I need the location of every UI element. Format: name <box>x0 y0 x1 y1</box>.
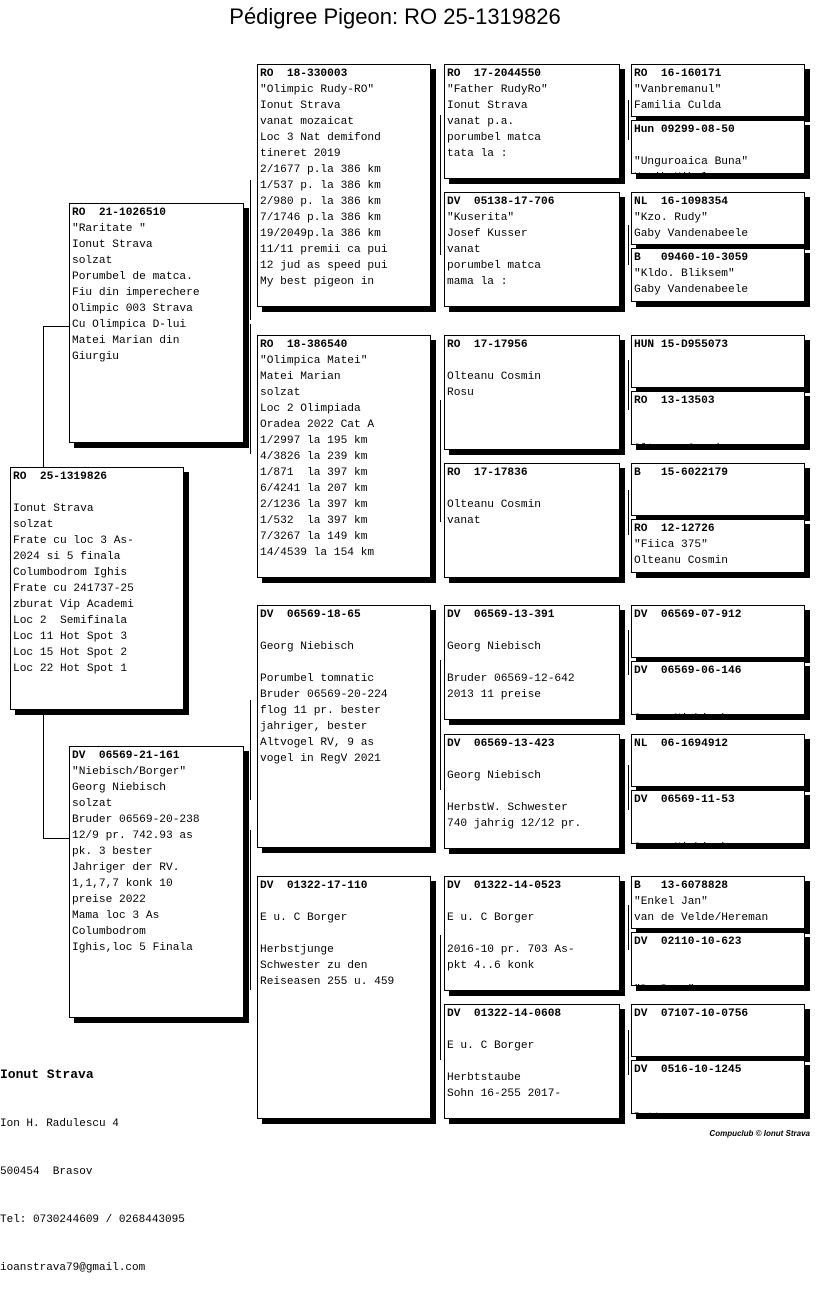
pedigree-line: Columbodrom <box>72 926 146 938</box>
connector <box>43 710 44 838</box>
pedigree-line: 14/4539 la 154 km <box>260 547 375 559</box>
connector <box>440 660 441 790</box>
pedigree-line <box>447 894 619 910</box>
pedigree-line: Olteanu Cosmin <box>447 499 541 511</box>
breeder-address: Ion H. Radulescu 4 <box>0 1118 119 1130</box>
ring-number: HUN 15-D955073 <box>634 339 728 351</box>
pedigree-line: Sohn 16-255 2017- <box>447 1088 562 1100</box>
pedigree-line: solzat <box>72 255 113 267</box>
ring-number: DV 0516-10-1245 <box>634 1064 742 1076</box>
ring-number: RO 17-17836 <box>447 467 528 479</box>
pedigree-line: 1,1,7,7 konk 10 <box>72 878 173 890</box>
pedigree-line: "Vanbremanul" <box>634 84 722 96</box>
pedigree-line: porumbel matca <box>447 260 541 272</box>
pedigree-line: Altvogel RV, 9 as <box>260 737 375 749</box>
ring-number: B 13-6078828 <box>634 880 728 892</box>
pedigree-line <box>634 138 804 154</box>
pedigree-line: vogel in RegV 2021 <box>260 753 381 765</box>
pedigree-line: Olteanu Cosmin <box>447 371 541 383</box>
ring-number: RO 25-1319826 <box>13 471 107 483</box>
pedigree-line <box>634 824 804 840</box>
pedigree-line: 1/532 la 397 km <box>260 515 368 527</box>
footer-credit: Compuclub © Ionut Strava <box>709 1129 810 1138</box>
pedigree-box-g4 <box>631 248 805 302</box>
breeder-info <box>0 1034 185 1292</box>
pedigree-line <box>447 752 619 768</box>
ring-number: DV 01322-14-0523 <box>447 880 562 892</box>
pedigree-box-sire-sire <box>257 64 431 307</box>
pedigree-line: tineret 2019 <box>260 148 341 160</box>
pedigree-line: "Kzo. Rudy" <box>634 212 708 224</box>
ring-number: Hun 09299-08-50 <box>634 124 735 136</box>
pedigree-box-g8 <box>631 519 805 573</box>
pedigree-line: Bruder 06569-20-238 <box>72 814 200 826</box>
pedigree-line <box>260 894 430 910</box>
pedigree-line: vanat <box>447 244 481 256</box>
pedigree-line: 740 jahrig 12/12 pr. <box>447 818 582 830</box>
pedigree-line: Fiu din imperechere <box>72 287 200 299</box>
pedigree-line: 11/11 premii ca pui <box>260 244 388 256</box>
pedigree-line <box>634 639 804 655</box>
pedigree-line: 7/1746 p.la 386 km <box>260 212 381 224</box>
pedigree-line <box>447 926 619 942</box>
ring-number: RO 17-2044550 <box>447 68 541 80</box>
pedigree-line: "Olimpica Matei" <box>260 355 368 367</box>
connector <box>628 1030 629 1075</box>
pedigree-line: Georg Niebisch <box>447 770 541 782</box>
pedigree-box-g14 <box>631 932 805 986</box>
ring-number: DV 06569-06-146 <box>634 665 742 677</box>
pedigree-line: 1/537 p. la 386 km <box>260 180 381 192</box>
ring-number: DV 06569-11-53 <box>634 794 735 806</box>
pedigree-line: "Unguroaica Buna" <box>634 156 749 168</box>
ring-number: RO 17-17956 <box>447 339 528 351</box>
pedigree-line <box>634 623 804 639</box>
pedigree-line: zburat Vip Academi <box>13 599 134 611</box>
pedigree-line: vanat <box>447 515 481 527</box>
pedigree-line <box>634 497 804 513</box>
pedigree-line: HerbstW. Schwester <box>447 802 568 814</box>
pedigree-line <box>634 752 804 768</box>
ring-number: RO 12-12726 <box>634 523 715 535</box>
pedigree-line: "Kuserita" <box>447 212 515 224</box>
pedigree-box-dss <box>444 605 620 720</box>
pedigree-line: 12/9 pr. 742.93 as <box>72 830 193 842</box>
ring-number: DV 05138-17-706 <box>447 196 555 208</box>
pedigree-line <box>634 655 804 658</box>
pedigree-box-g6 <box>631 391 805 445</box>
pedigree-line: Herbtstaube <box>447 1072 521 1084</box>
connector <box>628 905 629 950</box>
pedigree-line <box>634 1110 804 1114</box>
connector <box>628 360 629 410</box>
pedigree-line <box>634 425 804 441</box>
pedigree-line <box>634 513 804 516</box>
breeder-name: Ionut Strava <box>0 1067 94 1082</box>
pedigree-line: "Fiica 375" <box>634 539 708 551</box>
pedigree-box-dds <box>444 876 620 991</box>
pedigree-line: 2/980 p. la 386 km <box>260 196 381 208</box>
ring-number: DV 06569-13-423 <box>447 738 555 750</box>
connector <box>440 400 441 522</box>
pedigree-line: jahriger, bester <box>260 721 368 733</box>
pedigree-box-g16 <box>631 1060 805 1114</box>
pedigree-line: tata la : <box>447 148 508 160</box>
ring-number: DV 06569-13-391 <box>447 609 555 621</box>
connector <box>628 765 629 810</box>
ring-number: DV 01322-17-110 <box>260 880 368 892</box>
pedigree-line <box>447 353 619 369</box>
pedigree-line <box>634 1022 804 1038</box>
ring-number: B 15-6022179 <box>634 467 728 479</box>
pedigree-line: Georg Niebisch <box>447 641 541 653</box>
pedigree-line: Mama loc 3 As <box>72 910 160 922</box>
ring-number: DV 06569-07-912 <box>634 609 742 621</box>
pedigree-line: 2024 si 5 finala <box>13 551 121 563</box>
pedigree-line: Georg Niebisch <box>260 641 354 653</box>
pedigree-box-sire-dam <box>257 335 431 578</box>
pedigree-line: porumbel matca <box>447 132 541 144</box>
connector <box>628 225 629 265</box>
pedigree-line: solzat <box>260 387 301 399</box>
pedigree-box-g10 <box>631 661 805 715</box>
pedigree-line: Reiseasen 255 u. 459 <box>260 976 395 988</box>
pedigree-line: "Kldo. Bliksem" <box>634 268 735 280</box>
pedigree-box-ddd <box>444 1004 620 1119</box>
pedigree-line: Ionut Strava <box>72 239 153 251</box>
pedigree-line: 4/3826 la 239 km <box>260 451 368 463</box>
ring-number: DV 06569-21-161 <box>72 750 180 762</box>
pedigree-box-ssd <box>444 192 620 307</box>
pedigree-line: Bruder 06569-12-642 <box>447 673 575 685</box>
pedigree-line: Ionut Strava <box>13 503 94 515</box>
pedigree-line: Frate cu loc 3 As- <box>13 535 134 547</box>
breeder-phone: Tel: 0730244609 / 0268443095 <box>0 1214 185 1226</box>
pedigree-line: 12 jud as speed pui <box>260 260 388 272</box>
pedigree-line: Loc 15 Hot Spot 2 <box>13 647 128 659</box>
connector <box>43 326 70 327</box>
pedigree-line <box>634 1094 804 1110</box>
pedigree-line: Bruder 06569-20-224 <box>260 689 388 701</box>
pedigree-line: Familia Culda <box>634 100 722 112</box>
pedigree-line: Loc 22 Hot Spot 1 <box>13 663 128 675</box>
pedigree-line <box>634 369 804 385</box>
connector <box>43 838 70 839</box>
pedigree-line: Gaby Vandenabeele <box>634 228 749 240</box>
pedigree-line <box>634 950 804 966</box>
pedigree-line: Loc 11 Hot Spot 3 <box>13 631 128 643</box>
pedigree-line: "Olimpic Rudy-RO" <box>260 84 375 96</box>
pedigree-line: Loc 2 Olimpiada <box>260 403 361 415</box>
pedigree-line: E u. C Borger <box>447 1040 535 1052</box>
pedigree-box-subject <box>10 467 184 710</box>
pedigree-line <box>634 409 804 425</box>
pedigree-box-g13 <box>631 876 805 929</box>
page-title: Pédigree Pigeon: RO 25-1319826 <box>229 4 561 29</box>
pedigree-line: Ighis,loc 5 Finala <box>72 942 193 954</box>
pedigree-box-dam-dam <box>257 876 431 1119</box>
breeder-email: ioanstrava79@gmail.com <box>0 1262 146 1274</box>
pedigree-line: pk. 3 bester <box>72 846 153 858</box>
connector <box>440 935 441 1060</box>
pedigree-line <box>634 441 804 445</box>
pedigree-box-g12 <box>631 790 805 844</box>
pedigree-line: vanat p.a. <box>447 116 515 128</box>
connector <box>440 115 441 255</box>
pedigree-line: Matei Marian din <box>72 335 180 347</box>
pedigree-box-dsd <box>444 734 620 849</box>
connector <box>628 490 629 535</box>
pedigree-line: vanat mozaicat <box>260 116 354 128</box>
pedigree-line <box>634 840 804 844</box>
pedigree-box-g1 <box>631 64 805 117</box>
pedigree-line: Ionut Strava <box>447 100 528 112</box>
pedigree-line: 2013 11 preise <box>447 689 541 701</box>
pedigree-line: preise 2022 <box>72 894 146 906</box>
ring-number: DV 01322-14-0608 <box>447 1008 562 1020</box>
pedigree-line: Olimpic 003 Strava <box>72 303 193 315</box>
pedigree-line: Matei Marian <box>260 371 341 383</box>
pedigree-line <box>634 982 804 986</box>
pedigree-line <box>447 623 619 639</box>
pedigree-line: solzat <box>13 519 54 531</box>
pedigree-line: 1/2997 la 195 km <box>260 435 368 447</box>
connector <box>628 100 629 140</box>
pedigree-line: Loc 3 Nat demifond <box>260 132 381 144</box>
pedigree-line: "Raritate " <box>72 223 146 235</box>
pedigree-line: Cu Olimpica D-lui <box>72 319 187 331</box>
pedigree-line <box>634 1038 804 1054</box>
pedigree-line <box>447 1022 619 1038</box>
pedigree-line <box>634 679 804 695</box>
pedigree-line: Porumbel de matca. <box>72 271 193 283</box>
ring-number: B 09460-10-3059 <box>634 252 749 264</box>
ring-number: RO 18-386540 <box>260 339 348 351</box>
pedigree-line: van de Velde/Hereman <box>634 912 769 924</box>
pedigree-line: 7/3267 la 149 km <box>260 531 368 543</box>
pedigree-line <box>634 784 804 787</box>
pedigree-box-g11 <box>631 734 805 787</box>
pedigree-box-g5 <box>631 335 805 388</box>
pedigree-line: Giurgiu <box>72 351 119 363</box>
pedigree-line <box>634 711 804 715</box>
pedigree-line: Columbodrom Ighis <box>13 567 128 579</box>
pedigree-line: Rosu <box>447 387 474 399</box>
pedigree-box-sire <box>69 203 244 443</box>
connector <box>250 700 251 800</box>
ring-number: DV 06569-18-65 <box>260 609 361 621</box>
ring-number: RO 18-330003 <box>260 68 348 80</box>
ring-number: RO 21-1026510 <box>72 207 166 219</box>
pedigree-line: Jahriger der RV. <box>72 862 180 874</box>
pedigree-line <box>260 926 430 942</box>
pedigree-line: 2/1677 p.la 386 km <box>260 164 381 176</box>
pedigree-line: Loc 2 Semifinala <box>13 615 128 627</box>
pedigree-line: "Father RudyRo" <box>447 84 548 96</box>
ring-number: NL 06-1694912 <box>634 738 728 750</box>
pedigree-box-dam <box>69 746 244 1018</box>
pedigree-line <box>634 768 804 784</box>
ring-number: DV 07107-10-0756 <box>634 1008 749 1020</box>
connector <box>628 630 629 675</box>
pedigree-line: Georg Niebisch <box>72 782 166 794</box>
pedigree-line: My best pigeon in <box>260 276 375 288</box>
pedigree-line: Schwester zu den <box>260 960 368 972</box>
pedigree-line: Porumbel tomnatic <box>260 673 375 685</box>
pedigree-line <box>260 623 430 639</box>
pedigree-line <box>634 353 804 369</box>
pedigree-box-g2 <box>631 120 805 174</box>
pedigree-line <box>447 1054 619 1070</box>
pedigree-line: Olteanu Cosmin <box>634 555 728 567</box>
connector <box>250 180 251 320</box>
pedigree-line <box>634 385 804 388</box>
pedigree-line <box>634 808 804 824</box>
pedigree-line: "Enkel Jan" <box>634 896 708 908</box>
pedigree-box-g3 <box>631 192 805 245</box>
pedigree-line: Ionut Strava <box>260 100 341 112</box>
connector <box>250 324 251 454</box>
ring-number: RO 16-160171 <box>634 68 722 80</box>
pedigree-line: 6/4241 la 207 km <box>260 483 368 495</box>
pedigree-line <box>634 170 804 174</box>
pedigree-box-sss <box>444 64 620 179</box>
pedigree-line <box>447 481 619 497</box>
pedigree-line: 2016-10 pr. 703 As- <box>447 944 575 956</box>
pedigree-line: Herbstjunge <box>260 944 334 956</box>
pedigree-box-g7 <box>631 463 805 516</box>
pedigree-line: mama la : <box>447 276 508 288</box>
pedigree-line: Gaby Vandenabeele <box>634 284 749 296</box>
pedigree-box-sdd <box>444 463 620 578</box>
pedigree-line <box>634 695 804 711</box>
pedigree-line: 2/1236 la 397 km <box>260 499 368 511</box>
pedigree-line <box>13 485 183 501</box>
pedigree-line: "Niebisch/Borger" <box>72 766 187 778</box>
pedigree-line: Frate cu 241737-25 <box>13 583 134 595</box>
pedigree-line: 19/2049p.la 386 km <box>260 228 381 240</box>
breeder-city: 500454 Brasov <box>0 1166 93 1178</box>
pedigree-line: E u. C Borger <box>447 912 535 924</box>
ring-number: NL 16-1098354 <box>634 196 728 208</box>
pedigree-line <box>447 655 619 671</box>
pedigree-box-dam-sire <box>257 605 431 848</box>
pedigree-line: E u. C Borger <box>260 912 348 924</box>
ring-number: DV 02110-10-623 <box>634 936 742 948</box>
pedigree-line: Oradea 2022 Cat A <box>260 419 375 431</box>
pedigree-line <box>634 481 804 497</box>
pedigree-line: pkt 4..6 konk <box>447 960 535 972</box>
connector <box>250 830 251 990</box>
pedigree-line: flog 11 pr. bester <box>260 705 381 717</box>
ring-number: RO 13-13503 <box>634 395 715 407</box>
pedigree-line <box>634 966 804 982</box>
pedigree-line <box>634 1078 804 1094</box>
pedigree-line <box>447 784 619 800</box>
connector <box>43 326 44 468</box>
pedigree-line <box>260 655 430 671</box>
pedigree-box-sds <box>444 335 620 450</box>
pedigree-box-g9 <box>631 605 805 658</box>
pedigree-line: Josef Kusser <box>447 228 528 240</box>
pedigree-box-g15 <box>631 1004 805 1057</box>
pedigree-line: solzat <box>72 798 113 810</box>
pedigree-line: 1/871 la 397 km <box>260 467 368 479</box>
pedigree-line <box>634 1054 804 1057</box>
